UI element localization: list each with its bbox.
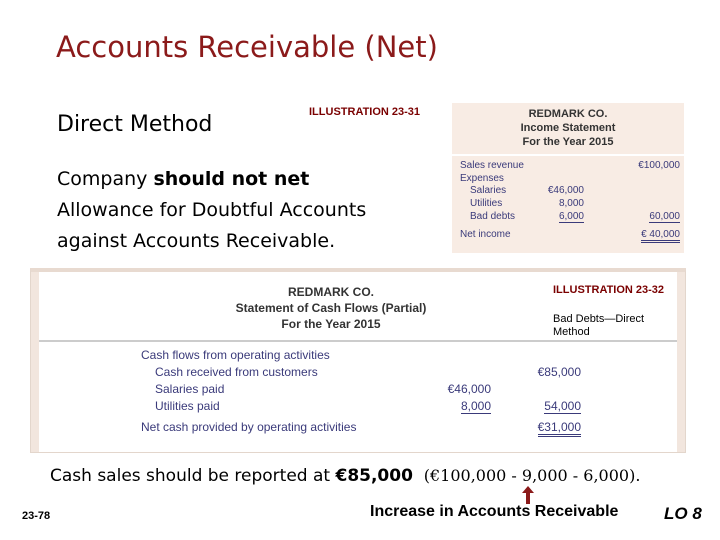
income-row	[460, 160, 680, 172]
increase-label: Increase in Accounts Receivable	[370, 503, 619, 520]
income-row-label: Bad debts	[470, 211, 516, 222]
income-row	[460, 185, 680, 197]
body-line3: against Accounts Receivable.	[57, 230, 336, 252]
income-row-amount: 8,000	[558, 198, 584, 209]
cf-row	[141, 420, 581, 436]
income-row-label: Net income	[460, 229, 511, 240]
illustration-description-2: Bad Debts—Direct Method	[553, 313, 645, 338]
income-row	[460, 211, 680, 223]
income-statement-header	[452, 107, 684, 149]
slide-title: Accounts Receivable (Net)	[56, 30, 438, 64]
illustration-label-2: ILLUSTRATION 23-32	[553, 284, 665, 296]
body-text	[57, 164, 437, 257]
income-row-amount: 6,000	[558, 211, 584, 222]
cash-flow-statement	[30, 268, 686, 453]
bottom-note	[50, 466, 640, 486]
cf-row-value: €85,000	[537, 365, 581, 379]
income-statement	[452, 103, 684, 253]
income-row-label: Utilities	[470, 198, 503, 209]
cf-row-label: Cash received from customers	[155, 365, 318, 379]
body-line1-bold: should not net	[153, 168, 310, 190]
body-line2: Allowance for Doubtful Accounts	[57, 199, 367, 221]
income-company: REDMARK CO.	[528, 108, 608, 120]
illustration-label-1: ILLUSTRATION 23-31	[309, 106, 421, 118]
up-arrow-icon	[522, 486, 534, 504]
cf-row	[141, 365, 581, 381]
cf-company: REDMARK CO.	[288, 285, 374, 299]
income-row-label: Expenses	[460, 173, 504, 184]
cf-period: For the Year 2015	[281, 317, 381, 331]
income-row-label: Salaries	[470, 185, 507, 196]
cf-statement-name: Statement of Cash Flows (Partial)	[235, 301, 427, 315]
cf-row	[141, 399, 581, 415]
cf-row	[141, 382, 581, 398]
cash-flow-divider	[39, 340, 677, 342]
income-statement-name: Income Statement	[520, 122, 616, 134]
bottom-note-bold: €85,000	[335, 466, 413, 486]
cf-row-value: 54,000	[544, 399, 581, 413]
income-period: For the Year 2015	[522, 136, 614, 148]
income-row	[460, 173, 680, 185]
income-row-value: 60,000	[649, 211, 680, 222]
bottom-note-pre: Cash sales should be reported at	[50, 466, 336, 486]
bottom-note-paren: (€100,000 - 9,000 - 6,000).	[423, 466, 641, 485]
cf-row-label: Utilities paid	[155, 399, 220, 413]
cf-row-label: Salaries paid	[155, 382, 225, 396]
cf-row-label: Cash flows from operating activities	[141, 348, 330, 362]
slide-subtitle: Direct Method	[57, 112, 213, 137]
income-row-value: €100,000	[638, 160, 680, 171]
income-row	[460, 229, 680, 241]
cf-row-label: Net cash provided by operating activities	[141, 420, 357, 434]
cf-row-value: €31,000	[538, 420, 581, 437]
income-row-value: € 40,000	[641, 229, 680, 243]
income-row-label: Sales revenue	[460, 160, 524, 171]
income-divider	[452, 154, 684, 156]
income-row-amount: €46,000	[547, 185, 584, 196]
cf-row	[141, 348, 581, 364]
cf-row-amount: €46,000	[447, 382, 491, 396]
cash-flow-header	[181, 284, 481, 332]
body-line1-pre: Company	[57, 168, 154, 190]
learning-objective-tag: LO 8	[664, 504, 702, 523]
income-row	[460, 198, 680, 210]
cf-row-amount: 8,000	[460, 399, 491, 413]
page-number: 23-78	[22, 510, 51, 522]
